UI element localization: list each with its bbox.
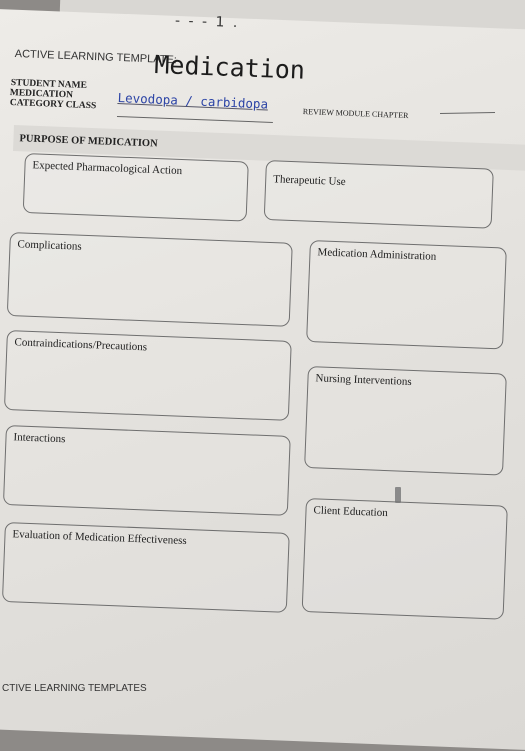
scribble-marks: - - - 1 . [174, 12, 240, 32]
therapeutic-use-label: Therapeutic Use [273, 173, 346, 189]
therapeutic-use-box[interactable] [264, 160, 494, 229]
category-class-label: CATEGORY CLASS [9, 98, 97, 112]
nursing-interventions-box[interactable] [304, 366, 507, 476]
administration-box[interactable] [306, 240, 507, 349]
student-name-label: STUDENT NAME [10, 78, 88, 91]
medication-field[interactable]: Levodopa / carbidopa [117, 90, 269, 112]
medication-label: MEDICATION [9, 88, 74, 101]
client-education-label: Client Education [313, 504, 388, 520]
contraindications-label: Contraindications/Precautions [14, 336, 148, 354]
evaluation-label: Evaluation of Medication Effectiveness [12, 528, 187, 547]
expected-action-label: Expected Pharmacological Action [32, 159, 183, 178]
interactions-label: Interactions [13, 431, 66, 446]
review-module-chapter-label: REVIEW MODULE CHAPTER [302, 107, 409, 121]
client-education-box[interactable] [302, 498, 508, 620]
administration-label: Medication Administration [317, 246, 437, 263]
evaluation-box[interactable] [2, 522, 290, 613]
contraindications-box[interactable] [4, 330, 292, 421]
template-label: ACTIVE LEARNING TEMPLATE: [14, 48, 178, 67]
footer-text: CTIVE LEARNING TEMPLATES [2, 683, 147, 694]
complications-box[interactable] [7, 232, 293, 327]
nursing-interventions-label: Nursing Interventions [315, 372, 412, 388]
interactions-box[interactable] [3, 425, 291, 516]
complications-label: Complications [17, 238, 82, 253]
purpose-label: PURPOSE OF MEDICATION [19, 133, 158, 150]
expected-action-box[interactable] [23, 153, 249, 222]
template-name: Medication [153, 50, 306, 85]
